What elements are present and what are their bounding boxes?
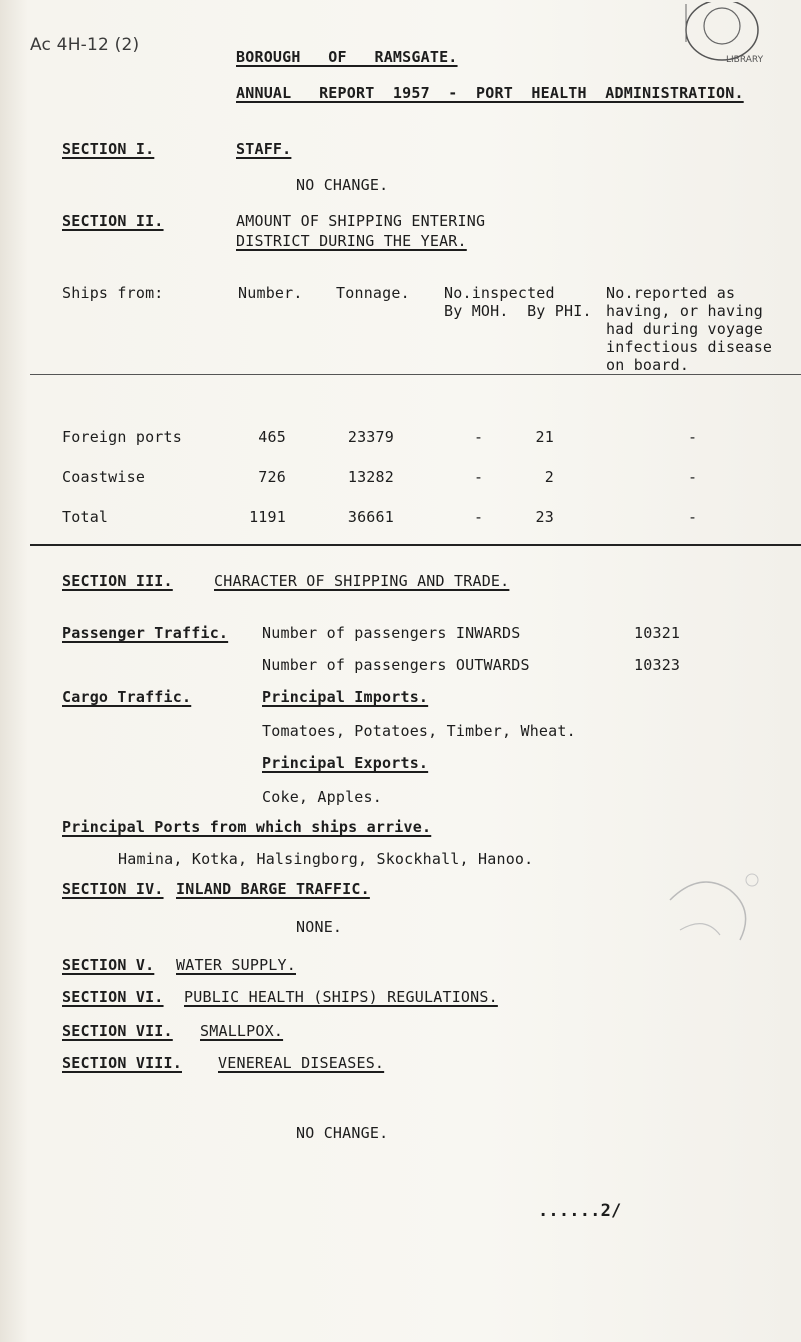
col-header-reported-2: having, or having — [606, 302, 763, 320]
section7-title: SMALLPOX. — [200, 1022, 284, 1040]
row-tonnage: 23379 — [347, 428, 394, 446]
row-moh: - — [474, 508, 484, 526]
row-tonnage: 36661 — [347, 508, 394, 526]
row-label: Foreign ports — [62, 428, 182, 446]
col-header-reported-4: infectious disease — [606, 338, 773, 356]
section1-heading: SECTION I. — [62, 140, 155, 158]
principal-ports-heading: Principal Ports from which ships arrive. — [62, 818, 432, 836]
section4-heading: SECTION IV. — [62, 880, 164, 898]
table-header-rule — [30, 374, 801, 375]
section5-title: WATER SUPPLY. — [176, 956, 296, 974]
row-reported: - — [688, 468, 698, 486]
section7-heading: SECTION VII. — [62, 1022, 173, 1040]
col-header-inspected-2: By MOH. By PHI. — [444, 302, 592, 320]
principal-exports-list: Coke, Apples. — [262, 788, 382, 806]
handwritten-reference: Ac 4H-12 (2) — [30, 35, 140, 55]
section1-body: NO CHANGE. — [296, 176, 389, 194]
bleed-through-mark-icon — [660, 860, 770, 960]
table-bottom-rule — [30, 544, 801, 546]
principal-imports-heading: Principal Imports. — [262, 688, 429, 706]
passengers-outwards-label: Number of passengers OUTWARDS — [262, 656, 530, 674]
section3-title: CHARACTER OF SHIPPING AND TRADE. — [214, 572, 510, 590]
svg-text:LIBRARY: LIBRARY — [726, 55, 764, 65]
section2-heading: SECTION II. — [62, 212, 164, 230]
section8-title: VENEREAL DISEASES. — [218, 1054, 385, 1072]
col-header-reported-5: on board. — [606, 356, 690, 374]
row-label: Total — [62, 508, 109, 526]
row-phi: 23 — [535, 508, 554, 526]
passenger-traffic-label: Passenger Traffic. — [62, 624, 229, 642]
col-header-number: Number. — [238, 284, 303, 302]
passengers-inwards-value: 10321 — [634, 624, 681, 642]
row-reported: - — [688, 508, 698, 526]
row-label: Coastwise — [62, 468, 146, 486]
passengers-outwards-value: 10323 — [634, 656, 681, 674]
row-phi: 21 — [535, 428, 554, 446]
col-header-reported-1: No.reported as — [606, 284, 736, 302]
row-reported: - — [688, 428, 698, 446]
cargo-traffic-label: Cargo Traffic. — [62, 688, 192, 706]
section6-title: PUBLIC HEALTH (SHIPS) REGULATIONS. — [184, 988, 498, 1006]
library-stamp-icon — [676, 2, 768, 68]
section8-heading: SECTION VIII. — [62, 1054, 182, 1072]
section2-title-line1: AMOUNT OF SHIPPING ENTERING — [236, 212, 486, 230]
col-header-reported-3: had during voyage — [606, 320, 763, 338]
section1-title: STAFF. — [236, 140, 292, 158]
section6-heading: SECTION VI. — [62, 988, 164, 1006]
row-number: 726 — [258, 468, 286, 486]
report-title: ANNUAL REPORT 1957 - PORT HEALTH ADMINISTRATION. — [236, 84, 744, 102]
section4-body: NONE. — [296, 918, 343, 936]
principal-imports-list: Tomatoes, Potatoes, Timber, Wheat. — [262, 722, 576, 740]
section8-body: NO CHANGE. — [296, 1124, 389, 1142]
row-tonnage: 13282 — [347, 468, 394, 486]
section2-title-line2: DISTRICT DURING THE YEAR. — [236, 232, 467, 250]
page-continuation-marker: ......2/ — [538, 1201, 622, 1221]
principal-exports-heading: Principal Exports. — [262, 754, 429, 772]
row-phi: 2 — [544, 468, 554, 486]
col-header-ships-from: Ships from: — [62, 284, 164, 302]
section3-heading: SECTION III. — [62, 572, 173, 590]
row-moh: - — [474, 428, 484, 446]
col-header-inspected-1: No.inspected — [444, 284, 555, 302]
passengers-inwards-label: Number of passengers INWARDS — [262, 624, 521, 642]
borough-heading: BOROUGH OF RAMSGATE. — [236, 48, 458, 66]
row-number: 1191 — [249, 508, 286, 526]
principal-ports-list: Hamina, Kotka, Halsingborg, Skockhall, Hanoo. — [118, 850, 534, 868]
row-moh: - — [474, 468, 484, 486]
section5-heading: SECTION V. — [62, 956, 155, 974]
row-number: 465 — [258, 428, 286, 446]
section4-title: INLAND BARGE TRAFFIC. — [176, 880, 370, 898]
col-header-tonnage: Tonnage. — [336, 284, 410, 302]
